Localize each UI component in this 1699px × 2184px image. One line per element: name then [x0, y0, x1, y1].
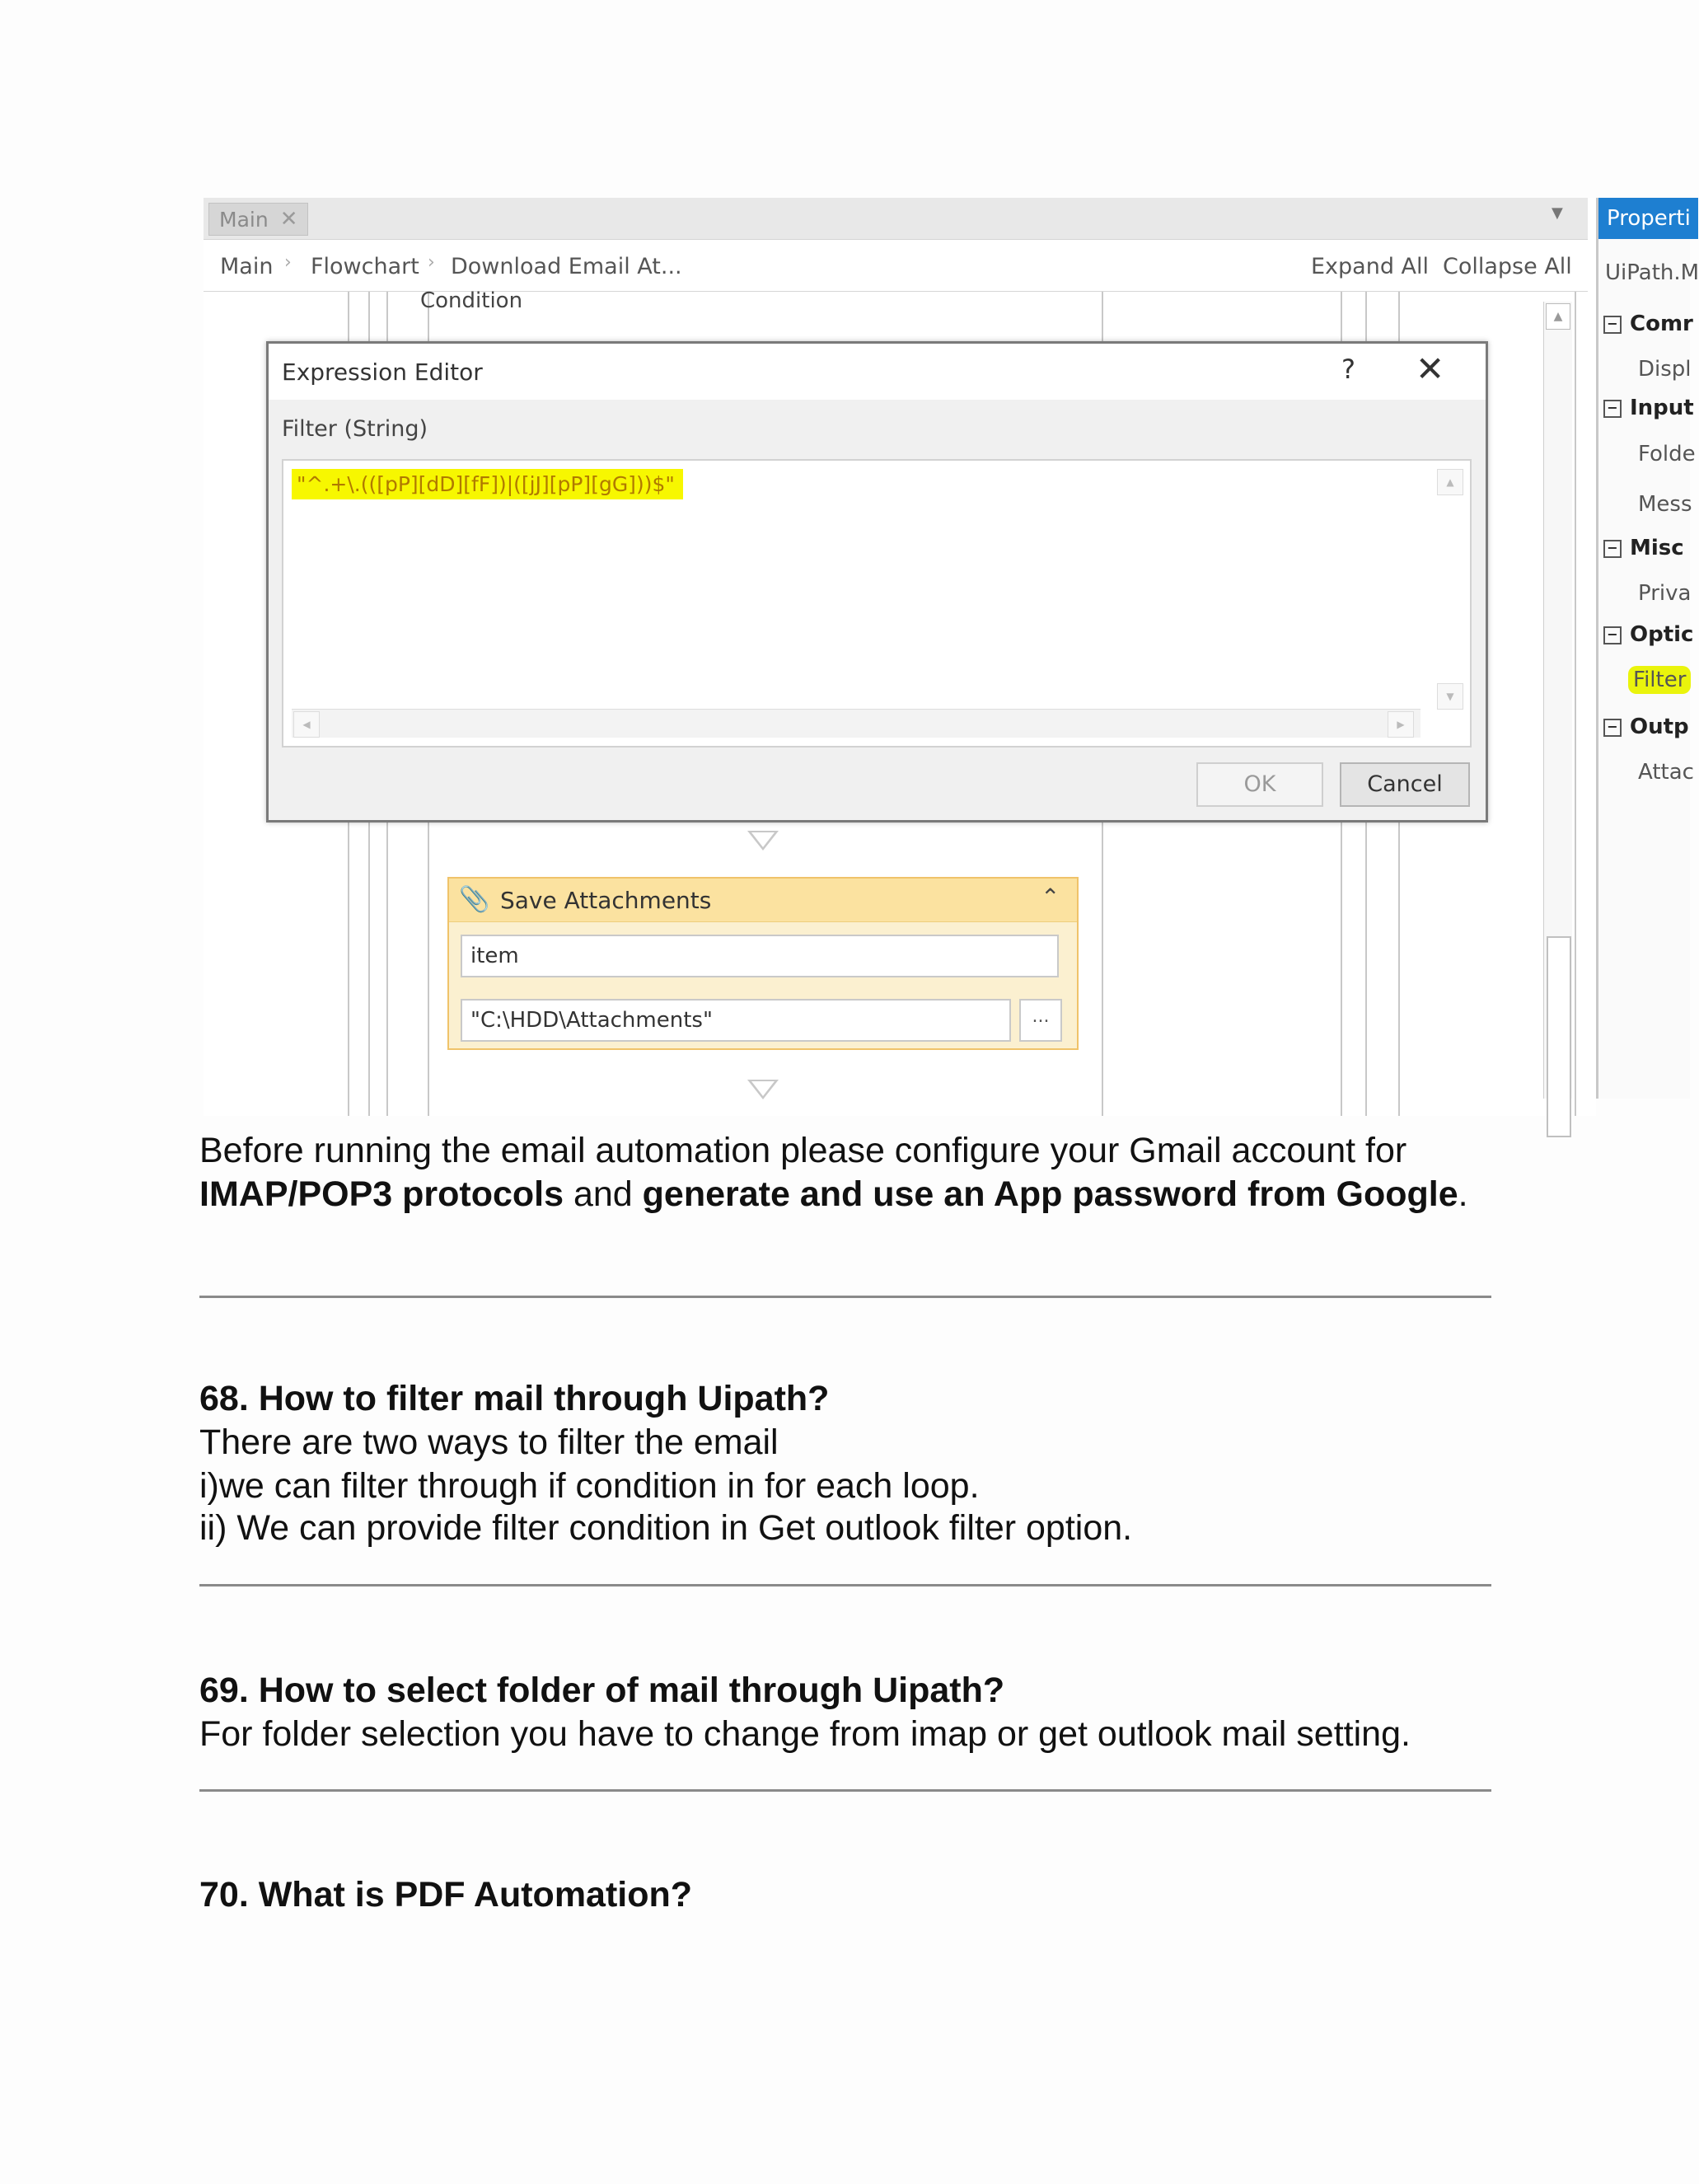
property-filter[interactable]: Filter	[1628, 668, 1691, 692]
properties-section-options[interactable]: − Optic	[1603, 622, 1693, 647]
close-icon[interactable]: ✕	[1416, 349, 1445, 389]
properties-section-output[interactable]: − Outp	[1603, 715, 1689, 739]
tab-bar	[204, 198, 1588, 240]
property-message[interactable]: Mess	[1638, 492, 1692, 517]
breadcrumb-flowchart[interactable]: Flowchart	[311, 254, 419, 279]
properties-panel	[1596, 198, 1699, 1099]
ok-button[interactable]: OK	[1196, 762, 1323, 807]
folder-path-input[interactable]: "C:\HDD\Attachments"	[461, 999, 1011, 1042]
expand-all-link[interactable]: Expand All	[1311, 254, 1430, 279]
horizontal-scrollbar[interactable]	[292, 709, 1421, 738]
scroll-down-icon[interactable]: ▼	[1437, 683, 1463, 710]
question-68: 68. How to filter mail through Uipath?	[199, 1379, 830, 1418]
activity-title: Save Attachments	[500, 887, 712, 914]
property-attachments[interactable]: Attac	[1638, 760, 1694, 785]
properties-type: UiPath.M	[1605, 260, 1699, 285]
vertical-scrollbar[interactable]	[1437, 469, 1462, 708]
collapse-icon[interactable]: ⌃	[1041, 883, 1060, 911]
property-folder[interactable]: Folde	[1638, 442, 1696, 466]
message-input[interactable]: item	[461, 935, 1059, 977]
scroll-up-icon[interactable]: ▲	[1437, 469, 1463, 495]
divider	[199, 1789, 1491, 1792]
answer-line: ii) We can provide filter condition in Get outlook filter option.	[199, 1508, 1133, 1548]
collapse-icon[interactable]: −	[1603, 626, 1622, 644]
breadcrumb	[204, 240, 1588, 292]
help-icon[interactable]: ?	[1341, 354, 1355, 385]
activity-header	[449, 879, 1077, 922]
properties-section-input[interactable]: − Input	[1603, 396, 1694, 420]
uipath-screenshot	[204, 198, 1699, 1099]
breadcrumb-main[interactable]: Main	[220, 254, 274, 279]
property-display-name[interactable]: Displ	[1638, 357, 1692, 382]
chevron-right-icon: ›	[284, 252, 292, 273]
save-attachments-activity[interactable]	[447, 877, 1079, 1050]
divider	[199, 1296, 1491, 1298]
dropdown-arrow-icon[interactable]: ▼	[1552, 204, 1563, 222]
filter-label: Filter (String)	[282, 416, 428, 442]
flow-arrow-icon	[747, 1080, 779, 1099]
collapse-icon[interactable]: −	[1603, 719, 1622, 737]
scroll-right-icon[interactable]: ▶	[1388, 711, 1414, 738]
scroll-left-icon[interactable]: ◀	[293, 711, 320, 738]
answer-line: For folder selection you have to change from imap or get outlook mail setting.	[199, 1714, 1411, 1754]
flow-arrow-icon	[747, 831, 779, 851]
question-70: 70. What is PDF Automation?	[199, 1875, 693, 1915]
divider	[199, 1584, 1491, 1586]
breadcrumb-download-email[interactable]: Download Email At...	[451, 254, 682, 279]
scroll-thumb[interactable]	[1547, 936, 1571, 1137]
properties-section-misc[interactable]: − Misc	[1603, 536, 1684, 560]
close-icon[interactable]: ✕	[279, 207, 298, 232]
expression-textarea[interactable]	[282, 459, 1472, 748]
tab-main-label: Main	[219, 207, 269, 232]
condition-label: Condition	[420, 288, 523, 313]
expression-text[interactable]: "^.+\.(([pP][dD][fF])|([jJ][pP][gG]))$"	[292, 469, 683, 499]
scroll-up-icon[interactable]: ▲	[1546, 303, 1570, 330]
chevron-right-icon: ›	[428, 252, 435, 273]
answer-line: There are two ways to filter the email	[199, 1422, 779, 1462]
intro-paragraph: Before running the email automation please configure your Gmail account for IMAP/POP3 protocols and generate and use an App password from Google.	[199, 1131, 1468, 1214]
properties-section-common[interactable]: − Comr	[1603, 312, 1693, 336]
property-private[interactable]: Priva	[1638, 581, 1692, 606]
dialog-title: Expression Editor	[282, 359, 483, 386]
expression-editor-dialog	[266, 341, 1488, 823]
collapse-icon[interactable]: −	[1603, 540, 1622, 558]
question-69: 69. How to select folder of mail through Uipath?	[199, 1671, 1005, 1710]
dialog-titlebar	[269, 344, 1486, 400]
tab-main[interactable]	[208, 203, 308, 236]
cancel-button[interactable]: Cancel	[1340, 762, 1470, 807]
browse-button[interactable]: ...	[1019, 999, 1062, 1042]
collapse-icon[interactable]: −	[1603, 400, 1622, 418]
answer-line: i)we can filter through if condition in for each loop.	[199, 1466, 980, 1506]
collapse-icon[interactable]: −	[1603, 316, 1622, 334]
properties-header: Properti	[1598, 198, 1698, 239]
paperclip-icon: 📎	[459, 885, 490, 914]
designer-scrollbar[interactable]	[1543, 302, 1572, 1099]
collapse-all-link[interactable]: Collapse All	[1443, 254, 1572, 279]
